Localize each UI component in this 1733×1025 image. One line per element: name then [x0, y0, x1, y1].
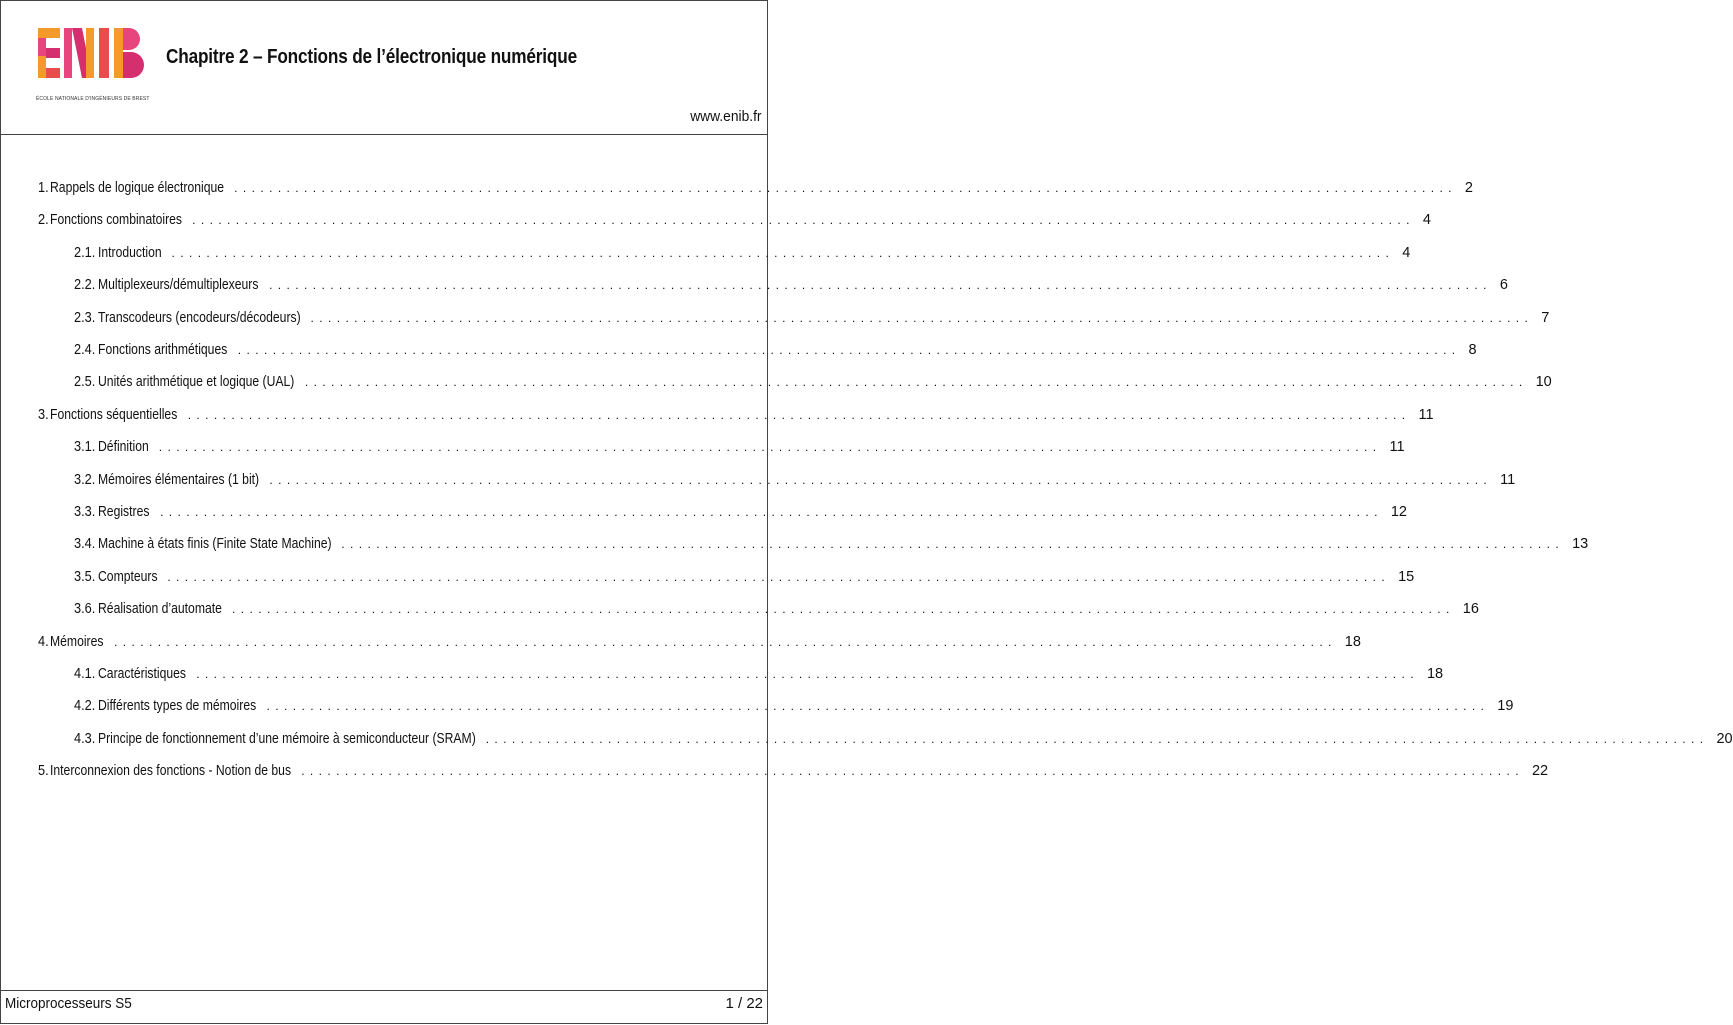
toc-entry[interactable]: [38, 755, 1549, 787]
toc-entry-page: 10: [1535, 374, 1552, 391]
toc-leader-dots: ............................................................................................................................................: [310, 310, 1534, 325]
toc-leader-dots: ............................................................................................................................................: [114, 634, 1337, 649]
toc-entry-label: Compteurs: [98, 568, 158, 585]
course-name: Microprocesseurs S5: [5, 995, 132, 1012]
toc-entry-page: 6: [1499, 277, 1508, 294]
toc-entry[interactable]: [74, 431, 1405, 463]
toc-leader-dots: ............................................................................................................................................: [485, 731, 1709, 746]
toc-entry-number: 4.1.: [74, 666, 96, 682]
toc-entry-number: 4.2.: [74, 698, 96, 715]
toc-entry-number: 3.4.: [74, 536, 96, 553]
enib-logo: [36, 26, 150, 106]
toc-entry-label: Mémoires élémentaires (1 bit): [98, 471, 260, 488]
toc-entry[interactable]: [74, 334, 1477, 366]
toc-entry-page: 11: [1389, 439, 1405, 456]
toc-entry-label: Caractéristiques: [98, 666, 187, 682]
toc-entry-page: 4: [1402, 244, 1411, 261]
toc-entry-page: 4: [1422, 212, 1431, 229]
toc-entry-label: Fonctions arithmétiques: [98, 342, 228, 358]
toc-leader-dots: ............................................................................................................................................: [269, 472, 1493, 487]
toc-entry-page: 22: [1531, 763, 1549, 780]
toc-entry-number: 2.4.: [74, 342, 96, 358]
toc-entry-label: Multiplexeurs/démultiplexeurs: [98, 277, 259, 294]
toc-entry-page: 7: [1541, 309, 1550, 326]
toc-entry-page: 13: [1572, 536, 1589, 553]
toc-entry-number: 3.1.: [74, 439, 96, 456]
toc-entry[interactable]: [74, 658, 1444, 690]
toc-entry-page: 2: [1464, 180, 1473, 196]
toc-entry-number: 2.3.: [74, 309, 96, 326]
toc-entry[interactable]: [74, 269, 1508, 301]
toc-entry-page: 11: [1418, 406, 1434, 423]
toc-leader-dots: ............................................................................................................................................: [171, 245, 1395, 260]
toc-leader-dots: ............................................................................................................................................: [167, 569, 1391, 584]
toc-leader-dots: ............................................................................................................................................: [237, 343, 1461, 357]
toc-entry-page: 15: [1398, 568, 1415, 585]
toc-entry-page: 11: [1500, 471, 1516, 488]
toc-entry-label: Réalisation d’automate: [98, 601, 223, 618]
toc-entry-page: 18: [1426, 666, 1444, 682]
website-link[interactable]: www.enib.fr: [690, 108, 762, 125]
toc-entry[interactable]: [74, 593, 1479, 625]
toc-leader-dots: ............................................................................................................................................: [232, 602, 1455, 617]
toc-leader-dots: ............................................................................................................................................: [234, 181, 1457, 195]
enib-logo-mark: [36, 26, 142, 94]
toc-entry[interactable]: [74, 366, 1552, 398]
toc-entry-label: Principe de fonctionnement d’une mémoire à semiconducteur (SRAM): [98, 730, 476, 747]
toc-leader-dots: ............................................................................................................................................: [266, 699, 1490, 714]
toc-entry-number: 3.6.: [74, 601, 96, 618]
toc-entry-label: Mémoires: [50, 633, 104, 650]
toc-leader-dots: ............................................................................................................................................: [341, 537, 1565, 552]
toc-entry-label: Registres: [98, 504, 150, 520]
toc-entry-number: 2.1.: [74, 244, 96, 261]
toc-entry[interactable]: [74, 723, 1733, 755]
toc-entry-page: 12: [1390, 504, 1407, 520]
toc-entry-number: 2.: [38, 212, 49, 229]
toc-entry-number: 3.3.: [74, 504, 96, 520]
toc-entry[interactable]: [74, 496, 1407, 528]
toc-entry-number: 3.2.: [74, 471, 96, 488]
toc-entry-page: 19: [1497, 698, 1514, 715]
toc-leader-dots: ............................................................................................................................................: [192, 213, 1415, 228]
document-title: Chapitre 2 – Fonctions de l’électronique numérique: [166, 46, 577, 68]
toc-leader-dots: ............................................................................................................................................: [160, 505, 1383, 519]
toc-entry[interactable]: [74, 561, 1415, 593]
toc-entry[interactable]: [74, 690, 1514, 722]
toc-entry-label: Transcodeurs (encodeurs/décodeurs): [98, 309, 301, 326]
toc-entry[interactable]: [74, 302, 1550, 334]
toc-entry-number: 1.: [38, 180, 49, 196]
toc-entry-page: 18: [1344, 633, 1361, 650]
toc-entry[interactable]: [38, 626, 1361, 658]
toc-entry-label: Définition: [98, 439, 149, 456]
toc-entry-label: Fonctions combinatoires: [50, 212, 183, 229]
toc-entry[interactable]: [74, 528, 1589, 560]
toc-entry-number: 3.5.: [74, 568, 96, 585]
toc-entry[interactable]: [74, 237, 1411, 269]
toc-entry[interactable]: [38, 204, 1431, 236]
toc-entry-number: 4.3.: [74, 730, 96, 747]
toc-entry-label: Fonctions séquentielles: [50, 406, 178, 423]
toc-leader-dots: ............................................................................................................................................: [269, 278, 1492, 293]
page-indicator: 1 / 22: [725, 995, 763, 1012]
toc-entry-page: 16: [1462, 601, 1479, 618]
slide-footer: [0, 990, 768, 1025]
toc-entry-number: 4.: [38, 633, 49, 650]
toc-leader-dots: ............................................................................................................................................: [304, 375, 1528, 390]
toc-entry-label: Unités arithmétique et logique (UAL): [98, 374, 295, 391]
toc-entry-number: 2.5.: [74, 374, 96, 391]
toc-entry-label: Introduction: [98, 244, 162, 261]
toc-entry-page: 8: [1468, 342, 1477, 358]
toc-leader-dots: ............................................................................................................................................: [187, 407, 1411, 422]
toc-entry-label: Différents types de mémoires: [98, 698, 257, 715]
toc-leader-dots: ............................................................................................................................................: [301, 764, 1524, 779]
toc-entry-label: Rappels de logique électronique: [50, 180, 225, 196]
toc-entry-number: 3.: [38, 406, 49, 423]
toc-entry[interactable]: [38, 172, 1473, 204]
toc-leader-dots: ............................................................................................................................................: [196, 667, 1419, 681]
slide-header: [0, 0, 768, 135]
toc-entry[interactable]: [38, 399, 1434, 431]
toc-entry-page: 20: [1716, 730, 1733, 747]
toc-entry-label: Interconnexion des fonctions - Notion de bus: [50, 763, 292, 780]
toc-leader-dots: ............................................................................................................................................: [158, 440, 1382, 455]
logo-caption: ÉCOLE NATIONALE D'INGÉNIEURS DE BREST: [36, 96, 150, 102]
toc-entry-number: 2.2.: [74, 277, 96, 294]
toc-entry-number: 5.: [38, 763, 49, 780]
toc-entry[interactable]: [74, 464, 1516, 496]
toc-entry-label: Machine à états finis (Finite State Machine): [98, 536, 332, 553]
